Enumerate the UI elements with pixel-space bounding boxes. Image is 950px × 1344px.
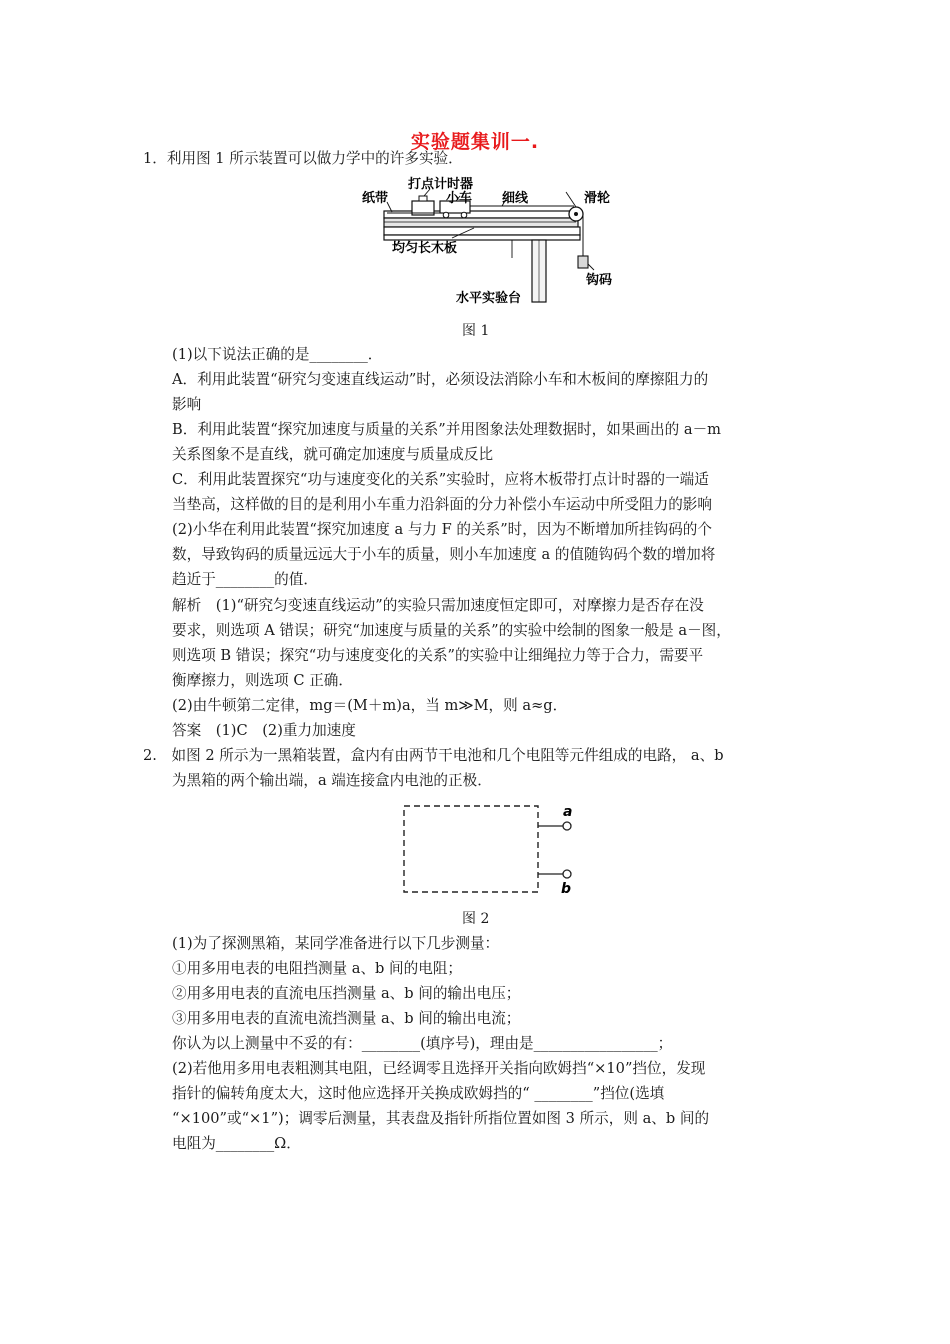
- label-cart: 小车: [446, 191, 473, 206]
- q1-option-a-line2: 影响: [172, 396, 202, 413]
- q1-option-c-line2: 当垫高，这样做的目的是利用小车重力沿斜面的分力补偿小车运动中所受阻力的影响: [172, 496, 712, 513]
- page-title: 实验题集训一.: [410, 131, 540, 153]
- label-pulley: 滑轮: [584, 191, 611, 206]
- label-string: 细线: [502, 191, 529, 206]
- q2-part2-line1: (2)若他用多用电表粗测其电阻，已经调零且选择开关指向欧姆挡“×10”挡位，发现: [172, 1060, 706, 1077]
- label-weight: 钩码: [586, 273, 613, 288]
- q2-stem-line1: 2. 如图 2 所示为一黑箱装置，盒内有由两节干电池和几个电阻等元件组成的电路， a、b: [143, 747, 724, 764]
- label-board: 均匀长木板: [392, 241, 458, 256]
- q1-option-b-line1: B．利用此装置“探究加速度与质量的关系”并用图象法处理数据时，如果画出的 a－m: [172, 421, 722, 438]
- q2-step3: ③用多用电表的直流电流挡测量 a、b 间的输出电流；: [172, 1010, 521, 1027]
- q2-part1-question: 你认为以上测量中不妥的有：________(填序号)，理由是_________________；: [172, 1035, 673, 1052]
- q2-step1: ①用多用电表的电阻挡测量 a、b 间的电阻；: [172, 960, 463, 977]
- q1-part2-line3: 趋近于________的值．: [172, 571, 318, 588]
- q2-part1: (1)为了探测黑箱，某同学准备进行以下几步测量：: [172, 935, 500, 952]
- figure-1-apparatus: [362, 172, 620, 312]
- terminal-a-label: a: [563, 804, 573, 820]
- label-timer: 打点计时器: [408, 177, 474, 192]
- q2-part2-line4: 电阻为________Ω．: [172, 1135, 301, 1152]
- q2-part2-line2: 指针的偏转角度太大，这时他应选择开关换成欧姆挡的“ ________”挡位(选填: [172, 1085, 665, 1102]
- q1-analysis-line1: 解析 (1)“研究匀变速直线运动”的实验只需加速度恒定即可，对摩擦力是否存在没: [172, 597, 704, 614]
- q1-option-a-line1: A．利用此装置“研究匀变速直线运动”时，必须设法消除小车和木板间的摩擦阻力的: [172, 371, 709, 388]
- label-tape: 纸带: [362, 191, 389, 206]
- q1-analysis-line2: 要求，则选项 A 错误；研究“加速度与质量的关系”的实验中绘制的图象一般是 a－图，: [172, 622, 731, 639]
- q1-part2-line2: 数，导致钩码的质量远远大于小车的质量，则小车加速度 a 的值随钩码个数的增加将: [172, 546, 716, 563]
- q2-step2: ②用多用电表的直流电压挡测量 a、b 间的输出电压；: [172, 985, 521, 1002]
- figure-1-caption: 图 1: [462, 323, 490, 339]
- figure-2-caption: 图 2: [462, 911, 490, 927]
- terminal-b-label: b: [561, 881, 572, 897]
- q1-part2-line1: (2)小华在利用此装置“探究加速度 a 与力 F 的关系”时，因为不断增加所挂钩码的个: [172, 521, 712, 538]
- q1-option-b-line2: 关系图象不是直线，就可确定加速度与质量成反比: [172, 446, 494, 463]
- label-table: 水平实验台: [456, 291, 522, 306]
- q1-stem: 1．利用图 1 所示装置可以做力学中的许多实验．: [143, 150, 463, 167]
- q1-part1: (1)以下说法正确的是________．: [172, 346, 383, 363]
- q1-analysis-line5: (2)由牛顿第二定律，mg＝(M＋m)a，当 m≫M，则 a≈g．: [172, 697, 568, 714]
- q1-analysis-line4: 衡摩擦力，则选项 C 正确．: [172, 672, 353, 689]
- q1-analysis-line3: 则选项 B 错误；探究“功与速度变化的关系”的实验中让细绳拉力等于合力，需要平: [172, 647, 704, 664]
- q1-answer: 答案 (1)C (2)重力加速度: [172, 722, 356, 739]
- q1-option-c-line1: C．利用此装置探究“功与速度变化的关系”实验时，应将木板带打点计时器的一端适: [172, 471, 709, 488]
- q2-stem-line2: 为黑箱的两个输出端，a 端连接盒内电池的正极．: [172, 772, 492, 789]
- figure-2-black-box: [398, 800, 588, 900]
- q2-part2-line3: “×100”或“×1”)；调零后测量，其表盘及指针所指位置如图 3 所示，则 a、b 间的: [172, 1110, 710, 1127]
